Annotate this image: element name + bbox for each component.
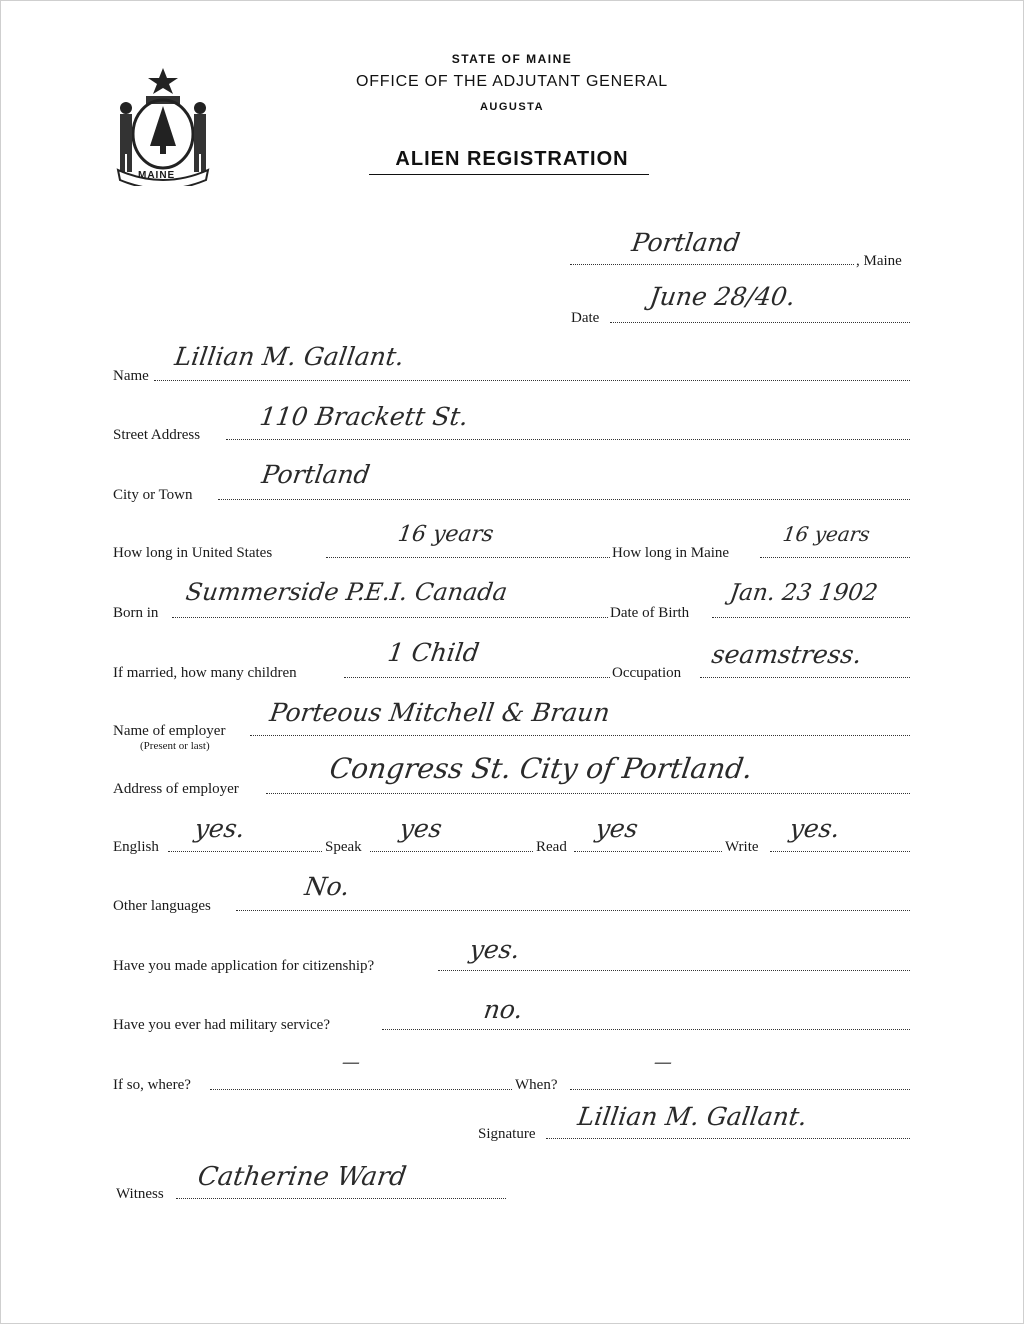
witness-line	[176, 1198, 506, 1199]
speak-value: yes	[397, 814, 444, 843]
military-line	[382, 1029, 910, 1030]
date-label: Date	[571, 310, 600, 326]
citizenship-value: yes.	[467, 935, 522, 964]
speak-line	[370, 851, 533, 852]
occupation-line	[700, 677, 910, 678]
other-languages-line	[236, 910, 910, 911]
where-label: If so, where?	[113, 1077, 191, 1093]
employer-address-value: Congress St. City of Portland.	[327, 752, 755, 785]
other-languages-label: Other languages	[113, 898, 211, 914]
signature-line	[546, 1138, 910, 1139]
city-value: Portland	[259, 460, 372, 489]
header-office: OFFICE OF THE ADJUTANT GENERAL	[355, 73, 669, 90]
write-label: Write	[725, 839, 759, 855]
how-long-maine-line	[760, 557, 910, 558]
signature-label: Signature	[478, 1126, 536, 1142]
date-of-birth-line	[712, 617, 910, 618]
street-address-label: Street Address	[113, 427, 201, 443]
when-value: —	[652, 1052, 674, 1073]
employer-label: Name of employer	[113, 723, 226, 739]
read-value: yes	[593, 814, 640, 843]
employer-line	[250, 735, 910, 736]
english-value: yes.	[192, 814, 247, 843]
town-line	[570, 264, 854, 265]
street-address-line	[226, 439, 910, 440]
name-line	[154, 380, 910, 381]
date-line	[610, 322, 910, 323]
citizenship-label: Have you made application for citizenship?	[113, 958, 375, 974]
date-value: June 28/40.	[647, 282, 798, 311]
name-value: Lillian M. Gallant.	[172, 342, 406, 371]
how-long-us-label: How long in United States	[113, 545, 273, 561]
employer-value: Porteous Mitchell & Braun	[267, 698, 612, 727]
name-label: Name	[113, 368, 149, 384]
header-city: AUGUSTA	[479, 101, 545, 113]
date-of-birth-label: Date of Birth	[610, 605, 690, 621]
children-value: 1 Child	[385, 638, 482, 667]
read-line	[574, 851, 722, 852]
born-in-line	[172, 617, 608, 618]
when-line	[570, 1089, 910, 1090]
english-label: English	[113, 839, 159, 855]
children-label: If married, how many children	[113, 665, 297, 681]
how-long-us-line	[326, 557, 610, 558]
signature-value: Lillian M. Gallant.	[575, 1102, 809, 1131]
form-title: ALIEN REGISTRATION	[395, 148, 629, 170]
how-long-maine-value: 16 years	[781, 522, 872, 546]
employer-sublabel: (Present or last)	[140, 740, 210, 752]
citizenship-line	[438, 970, 910, 971]
how-long-us-value: 16 years	[396, 522, 496, 547]
header-state: STATE OF MAINE	[451, 52, 573, 66]
born-in-label: Born in	[113, 605, 159, 621]
english-line	[168, 851, 322, 852]
when-label: When?	[515, 1077, 558, 1093]
city-label: City or Town	[113, 487, 193, 503]
seal-banner-text: MAINE	[138, 170, 176, 181]
occupation-value: seamstress.	[709, 640, 864, 669]
occupation-label: Occupation	[612, 665, 682, 681]
read-label: Read	[536, 839, 567, 855]
how-long-maine-label: How long in Maine	[612, 545, 730, 561]
where-value: —	[340, 1052, 362, 1073]
witness-value: Catherine Ward	[195, 1162, 409, 1192]
maine-label: , Maine	[856, 253, 902, 269]
date-of-birth-value: Jan. 23 1902	[728, 580, 880, 606]
where-line	[210, 1089, 512, 1090]
town-value: Portland	[629, 228, 742, 257]
employer-address-label: Address of employer	[113, 781, 239, 797]
street-address-value: 110 Brackett St.	[257, 402, 471, 431]
write-value: yes.	[787, 814, 842, 843]
witness-label: Witness	[116, 1186, 164, 1202]
employer-address-line	[266, 793, 910, 794]
military-value: no.	[481, 995, 525, 1024]
city-line	[218, 499, 910, 500]
born-in-value: Summerside P.E.I. Canada	[184, 578, 510, 606]
write-line	[770, 851, 910, 852]
other-languages-value: No.	[302, 872, 352, 901]
speak-label: Speak	[325, 839, 362, 855]
military-label: Have you ever had military service?	[113, 1017, 330, 1033]
children-line	[344, 677, 610, 678]
title-underline	[369, 174, 649, 175]
